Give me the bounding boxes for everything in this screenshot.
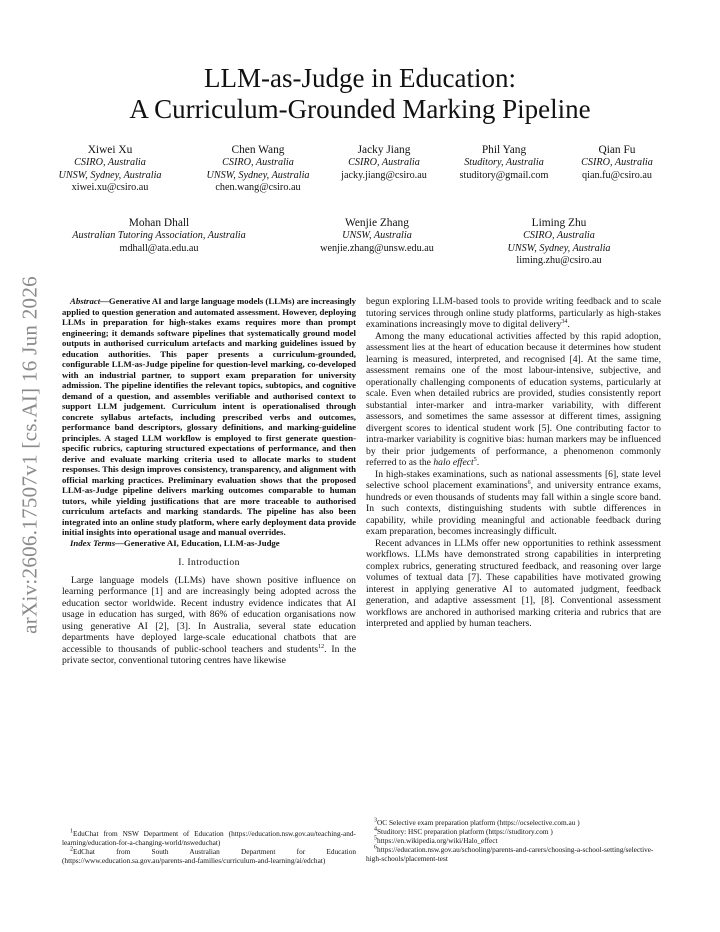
body-paragraph: Recent advances in LLMs offer new opportunities to rethink assessment workflows. LLMs have demonstrated strong capabilities in interpreting complex rubrics, generating structured feedback, and reasoning over large volumes of textual data [7]. These capabilities have motivated growing interest in applying generative AI to automated judgment, feedback generation, and adaptive assessment [1], [8]. Conventional assessment workflows are anchored in authorised marking criteria and rubrics that are interpreted and applied by human teachers. xyxy=(366,537,661,629)
author-affiliation: UNSW, Sydney, Australia xyxy=(206,169,310,181)
author-block xyxy=(196,143,320,195)
author-name: Chen Wang xyxy=(231,144,285,156)
author-block xyxy=(334,143,434,182)
index-terms-text: Generative AI, Education, LLM-as-Judge xyxy=(123,537,280,548)
author-affiliation: UNSW, Australia xyxy=(342,230,412,241)
arxiv-identifier: arXiv:2606.17507v1 [cs.AI] 16 Jun 2026 xyxy=(17,276,42,634)
footnote: $^5$https://en.wikipedia.org/wiki/Halo_effect xyxy=(374,835,498,845)
author-name: Jacky Jiang xyxy=(357,144,411,156)
author-email[interactable]: jacky.jiang@csiro.au xyxy=(341,169,427,181)
author-name: Mohan Dhall xyxy=(128,217,190,229)
body-paragraph: begun exploring LLM-based tools to provide writing feedback and to scale tutoring services through online study platforms, particularly as high-stakes examinations increasingly move to digital delivery$^{34}$. xyxy=(366,296,661,330)
author-name: Xiwei Xu xyxy=(87,144,133,156)
footnote: $^3$OC Selective exam preparation platform (https://ocselective.com.au ) xyxy=(374,817,580,827)
footnote: $^2$EdChat from South Australian Department for Education (https://www.education.sa.gov.au/parents-and-families/curriculum-and-learning/ai/edchat) xyxy=(62,846,356,865)
author-block xyxy=(50,216,268,255)
intro-paragraph: Large language models (LLMs) have shown positive influence on learning performance [1] and are increasingly being adopted across the education sector worldwide. Recent industry evidence indicates that AI usage in education has surged, with 86% of education organisations now using generative AI [2], [3]. In Australia, several state education departments have deployed large-scale educational chatbots that are accessible to thousands of public-school teachers and students$^{12}$. In the private sector, conventional tutoring centres have likewise xyxy=(62,574,356,666)
body-paragraph: Among the many educational activities affected by this rapid adoption, assessment lies at the heart of education because it determines how student learning is measured, interpreted, and recognised [4]. At the same time, assessment remains one of the most labour-intensive, subjective, and operationally challenging components of education systems, particularly at scale. Even when detailed rubrics are provided, studies consistently report substantial inter-marker and intra-marker variability, with different assessors, and sometimes the same assessor at different times, assigning divergent scores to identical student work [5]. One contributing factor to intra-marker variability is cognitive bias: human markers may be influenced by their prior judgements of performance, a phenomenon commonly referred to as the halo effect$^5$. xyxy=(366,330,661,468)
author-block xyxy=(300,216,454,255)
author-email[interactable]: studitory@gmail.com xyxy=(459,169,549,181)
abstract: Abstract—Generative AI and large language models (LLMs) are increasingly applied to question generation and automated assessment. However, deploying LLMs in preparation for high-stakes exams requires more than prompt engineering; it demands software pipelines that systematically ground model outputs in authorised curriculum artefacts and marking guidelines issued by education authorities. This paper presents a curriculum-grounded, configurable LLM-as-Judge pipeline for question-level marking, co-developed with an industrial partner, to support exam preparation for university admission. The pipeline identifies the relevant topics, subtopics, and cognitive demand of a question, and assembles verifiable and authorised context to support LLM judgement. Curriculum intent is operationalised through concrete syllabus artefacts, including prescribed verbs and outcomes, performance band descriptors, glossary definitions, and marking-guideline principles. A staged LLM workflow is employed to first generate question-specific rubrics, capturing structured expectations of performance, and then derive and evaluate marking criteria used to allocate marks to student responses. This design improves consistency, transparency, and alignment with official marking practices. Preliminary evaluation shows that the proposed LLM-as-Judge pipeline delivers marking outcomes comparable to human tutors, while yielding justifications that are more traceable to authorised curriculum artefacts and marking standards. The pipeline has also been integrated into an online study platform, where early deployment data provide initial insights into operational usage and manual overrides. xyxy=(62,296,356,537)
author-email[interactable]: liming.zhu@csiro.au xyxy=(516,255,602,267)
paper-title xyxy=(0,63,720,125)
body-paragraph: In high-stakes examinations, such as national assessments [6], state level selective school placement examinations$^6$, and university entrance exams, hundreds or even thousands of students may fall within a single score band. In such contexts, distinguishing students with subtle differences in capability, while providing meaningful and actionable feedback during exam preparation, becomes increasingly difficult. xyxy=(366,468,661,537)
author-affiliation: CSIRO, Australia xyxy=(581,157,653,168)
footnotes-left xyxy=(62,829,356,865)
author-name: Wenjie Zhang xyxy=(345,217,409,229)
title-line-2: A Curriculum-Grounded Marking Pipeline xyxy=(129,94,591,124)
author-affiliation: UNSW, Sydney, Australia xyxy=(507,242,611,254)
footnote: $^4$Studitory: HSC preparation platform (https://studitory.com ) xyxy=(374,826,553,836)
section-heading: I. Introduction xyxy=(178,557,240,568)
author-block xyxy=(496,216,622,268)
author-affiliation: CSIRO, Australia xyxy=(523,230,595,241)
author-block xyxy=(48,143,172,195)
left-column xyxy=(62,296,356,667)
author-affiliation: CSIRO, Australia xyxy=(74,157,146,168)
footnotes-right xyxy=(366,818,661,863)
author-affiliation: Studitory, Australia xyxy=(464,157,544,168)
author-name: Qian Fu xyxy=(598,144,636,156)
footnote: $^1$EduChat from NSW Department of Education (https://education.nsw.gov.au/teaching-and-learning/education-for-a-changing-world/nsweduchat) xyxy=(62,828,356,847)
author-block xyxy=(449,143,559,182)
abstract-label: Abstract xyxy=(70,296,101,306)
author-block xyxy=(570,143,664,182)
index-terms-label: Index Terms xyxy=(70,537,116,548)
title-line-1: LLM-as-Judge in Education: xyxy=(204,63,516,93)
author-email[interactable]: chen.wang@csiro.au xyxy=(215,182,301,194)
author-email[interactable]: wenjie.zhang@unsw.edu.au xyxy=(320,242,434,254)
right-column xyxy=(366,296,661,630)
author-affiliation: Australian Tutoring Association, Australia xyxy=(72,230,246,241)
author-email[interactable]: mdhall@ata.edu.au xyxy=(119,242,199,254)
author-email[interactable]: xiwei.xu@csiro.au xyxy=(71,182,149,194)
author-email[interactable]: qian.fu@csiro.au xyxy=(582,169,652,181)
author-affiliation: CSIRO, Australia xyxy=(348,157,420,168)
author-affiliation: CSIRO, Australia xyxy=(222,157,294,168)
author-name: Liming Zhu xyxy=(531,217,587,229)
footnote: $^6$https://education.nsw.gov.au/schooling/parents-and-carers/choosing-a-school-setting/selective-high-schools/placement-test xyxy=(366,844,654,863)
abstract-text: Generative AI and large language models (LLMs) are increasingly applied to question generation and automated assessment. However, deploying LLMs in preparation for high-stakes exams requires more than prompt engineering; it demands software pipelines that systematically ground model outputs in authorised curriculum artefacts and marking guidelines issued by education authorities. This paper presents a curriculum-grounded, configurable LLM-as-Judge pipeline for question-level marking, co-developed with an industrial partner, to support exam preparation for university admission. The pipeline identifies the relevant topics, subtopics, and cognitive demand of a question, and assembles verifiable and authorised context to support LLM judgement. Curriculum intent is operationalised through concrete syllabus artefacts, including prescribed verbs and outcomes, performance band descriptors, glossary definitions, and marking-guideline principles. A staged LLM workflow is employed to first generate question-specific rubrics, capturing structured expectations of performance, and then derive and evaluate marking criteria used to allocate marks to student responses. This design improves consistency, transparency, and alignment with official marking practices. Preliminary evaluation shows that the proposed LLM-as-Judge pipeline delivers marking outcomes comparable to human tutors, while yielding justifications that are more traceable to authorised curriculum artefacts and marking standards. The pipeline has also been integrated into an online study platform, where early deployment data provide initial insights into operational usage and manual overrides. xyxy=(62,296,356,537)
author-name: Phil Yang xyxy=(481,144,527,156)
author-affiliation: UNSW, Sydney, Australia xyxy=(58,169,162,181)
index-terms: Index Terms—Generative AI, Education, LLM-as-Judge xyxy=(70,537,280,548)
